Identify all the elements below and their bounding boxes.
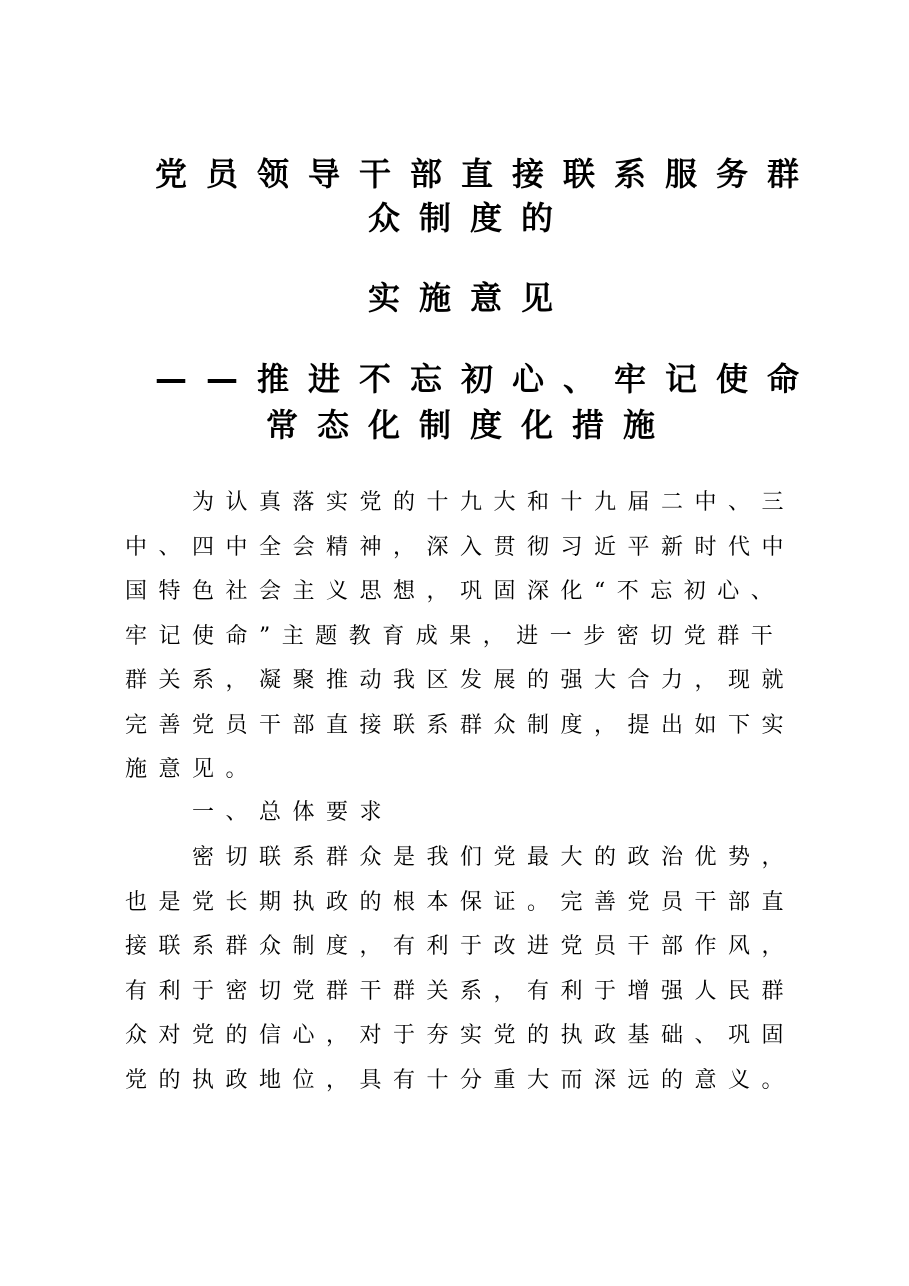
intro-line-1: 为认真落实党的十九大和十九届二中、三 [125,490,796,515]
section-line-3: 接联系群众制度，有利于改进党员干部作风， [125,934,796,959]
section-line-5: 众对党的信心，对于夯实党的执政基础、巩固 [125,1023,796,1048]
intro-line-3: 国特色社会主义思想，巩固深化“不忘初心、 [125,579,785,604]
subtitle-line-1: ——推进不忘初心、牢记使命 [155,360,819,398]
title-line-3: 实施意见 [367,279,572,317]
section-line-4: 有利于密切党群干群关系，有利于增强人民群 [125,978,796,1004]
section-line-2: 也是党长期执政的根本保证。完善党员干部直 [125,889,796,915]
intro-paragraph [125,481,796,793]
section-paragraph [125,836,796,1103]
subtitle-line-2: 常态化制度化措施 [265,406,674,444]
section-heading: 一、总体要求 [125,800,394,825]
intro-line-7: 施意见。 [125,757,260,782]
title-line-1: 党员领导干部直接联系服务群 [155,155,819,193]
section-line-1: 密切联系群众是我们党最大的政治优势， [125,845,796,870]
intro-line-4: 牢记使命”主题教育成果，进一步密切党群干 [125,623,785,649]
section-line-6: 党的执政地位，具有十分重大而深远的意义。 [125,1067,796,1093]
intro-line-5: 群关系，凝聚推动我区发展的强大合力，现就 [125,668,796,693]
title-line-2: 众制度的 [367,199,572,237]
intro-line-6: 完善党员干部直接联系群众制度，提出如下实 [125,712,796,738]
intro-line-2: 中、四中全会精神，深入贯彻习近平新时代中 [125,534,796,560]
